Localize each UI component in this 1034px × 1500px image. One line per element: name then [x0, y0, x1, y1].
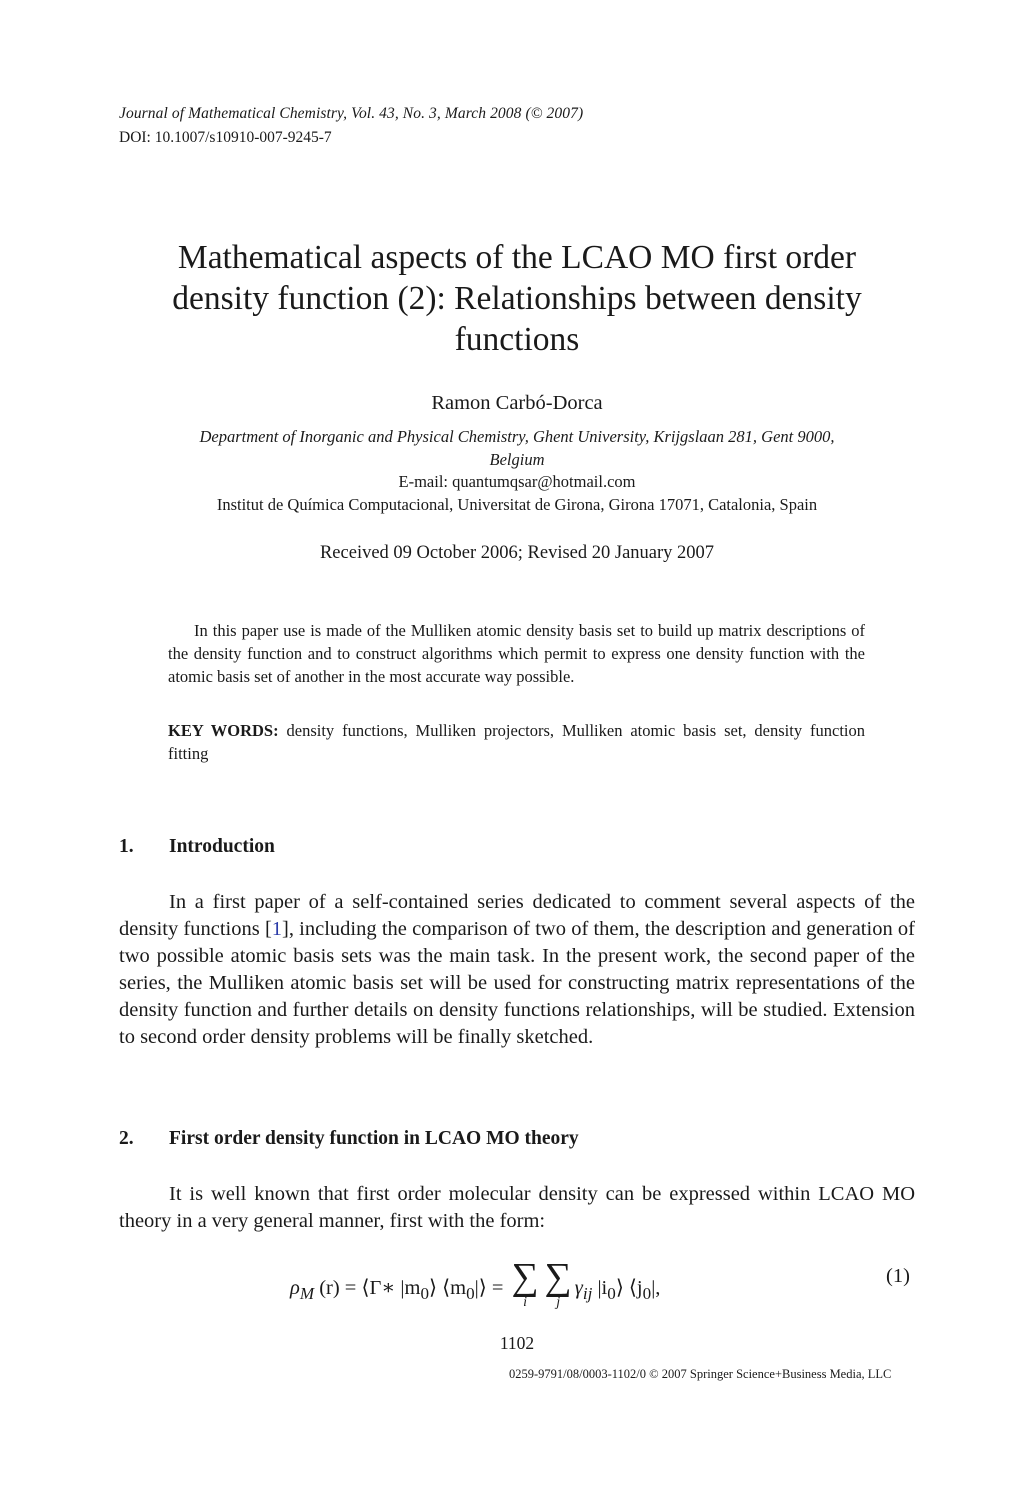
affiliation-1	[110, 425, 924, 471]
page-number: 1102	[499, 1333, 535, 1353]
paper-title	[100, 237, 934, 360]
sum-symbol: ∑	[544, 1256, 572, 1298]
introduction-paragraph	[119, 889, 915, 1051]
eq-subscript: ij	[582, 1284, 593, 1304]
eq-text: (r) =	[314, 1277, 362, 1299]
summation-i	[512, 1258, 539, 1310]
sum-index: j	[556, 1295, 561, 1310]
affiliation-line: Department of Inorganic and Physical Chemistry, Ghent University, Krijgslaan 281, Gent 9000,	[199, 427, 835, 446]
keywords	[168, 719, 865, 765]
equation-1	[290, 1258, 660, 1310]
section2-paragraph: It is well known that first order molecular density can be expressed within LCAO MO theory in a very general manner, first with the form:	[119, 1183, 915, 1232]
section-heading-introduction	[119, 836, 275, 858]
eq-text: |,	[651, 1277, 661, 1299]
citation-link[interactable]: 1	[271, 918, 283, 940]
section-title: First order density function in LCAO MO theory	[169, 1128, 579, 1149]
copyright-line: 0259-9791/08/0003-1102/0 © 2007 Springer Science+Business Media, LLC	[509, 1367, 892, 1381]
eq-subscript: 0	[420, 1284, 430, 1304]
eq-subscript: 0	[607, 1284, 616, 1304]
keywords-label: KEY WORDS:	[168, 721, 279, 740]
paragraph-text: In a first paper of a self-contained series dedicated to comment several aspects of the density functions [	[119, 891, 915, 940]
keywords-text: density functions, Mulliken projectors, Mulliken atomic basis set, density function fitting	[168, 721, 865, 763]
section-title: Introduction	[169, 836, 275, 857]
summation-j	[545, 1258, 572, 1310]
sum-symbol: ∑	[511, 1256, 539, 1298]
doi: DOI: 10.1007/s10910-007-9245-7	[119, 129, 332, 146]
eq-subscript: 0	[642, 1284, 652, 1304]
eq-text: ⟩ ⟨j	[615, 1277, 643, 1299]
eq-subscript: M	[299, 1284, 315, 1304]
author-email: E-mail: quantumqsar@hotmail.com	[398, 472, 636, 491]
eq-symbol: γ	[574, 1277, 583, 1299]
eq-subscript: 0	[466, 1284, 475, 1304]
sum-index: i	[523, 1295, 528, 1310]
section-heading-first-order	[119, 1128, 579, 1150]
title-line: density function (2): Relationships between density	[172, 280, 862, 317]
affiliation-line: Belgium	[489, 450, 545, 469]
received-dates: Received 09 October 2006; Revised 20 January 2007	[319, 543, 715, 563]
section-number: 1.	[119, 836, 134, 857]
title-line: functions	[454, 321, 580, 358]
eq-text: |i	[592, 1277, 608, 1299]
title-line: Mathematical aspects of the LCAO MO first order	[177, 239, 857, 276]
eq-symbol: ρ	[290, 1277, 300, 1299]
paragraph-text: ], including the comparison of two of them, the description and generation of two possible atomic basis sets was the main task. In the present work, the second paper of the series, the Mulliken atomic basis set will be used for constructing matrix representations of the density function and further details on density functions relationships, will be studied. Extension to second order density problems will be finally sketched.	[119, 918, 915, 1048]
affiliation-2: Institut de Química Computacional, Universitat de Girona, Girona 17071, Catalonia, Spain	[216, 495, 818, 514]
eq-text: ⟨Γ∗ |m	[361, 1277, 421, 1299]
abstract: In this paper use is made of the Mulliken atomic density basis set to build up matrix descriptions of the density function and to construct algorithms which permit to express one density function with the atomic basis set of another in the most accurate way possible.	[168, 621, 865, 686]
journal-citation: Journal of Mathematical Chemistry, Vol. 43, No. 3, March 2008 (© 2007)	[119, 105, 584, 122]
eq-text: |⟩ =	[474, 1277, 509, 1299]
equation-number: (1)	[886, 1265, 910, 1287]
section-number: 2.	[119, 1128, 134, 1149]
author-name: Ramon Carbó-Dorca	[431, 392, 603, 414]
eq-text: ⟩ ⟨m	[429, 1277, 467, 1299]
